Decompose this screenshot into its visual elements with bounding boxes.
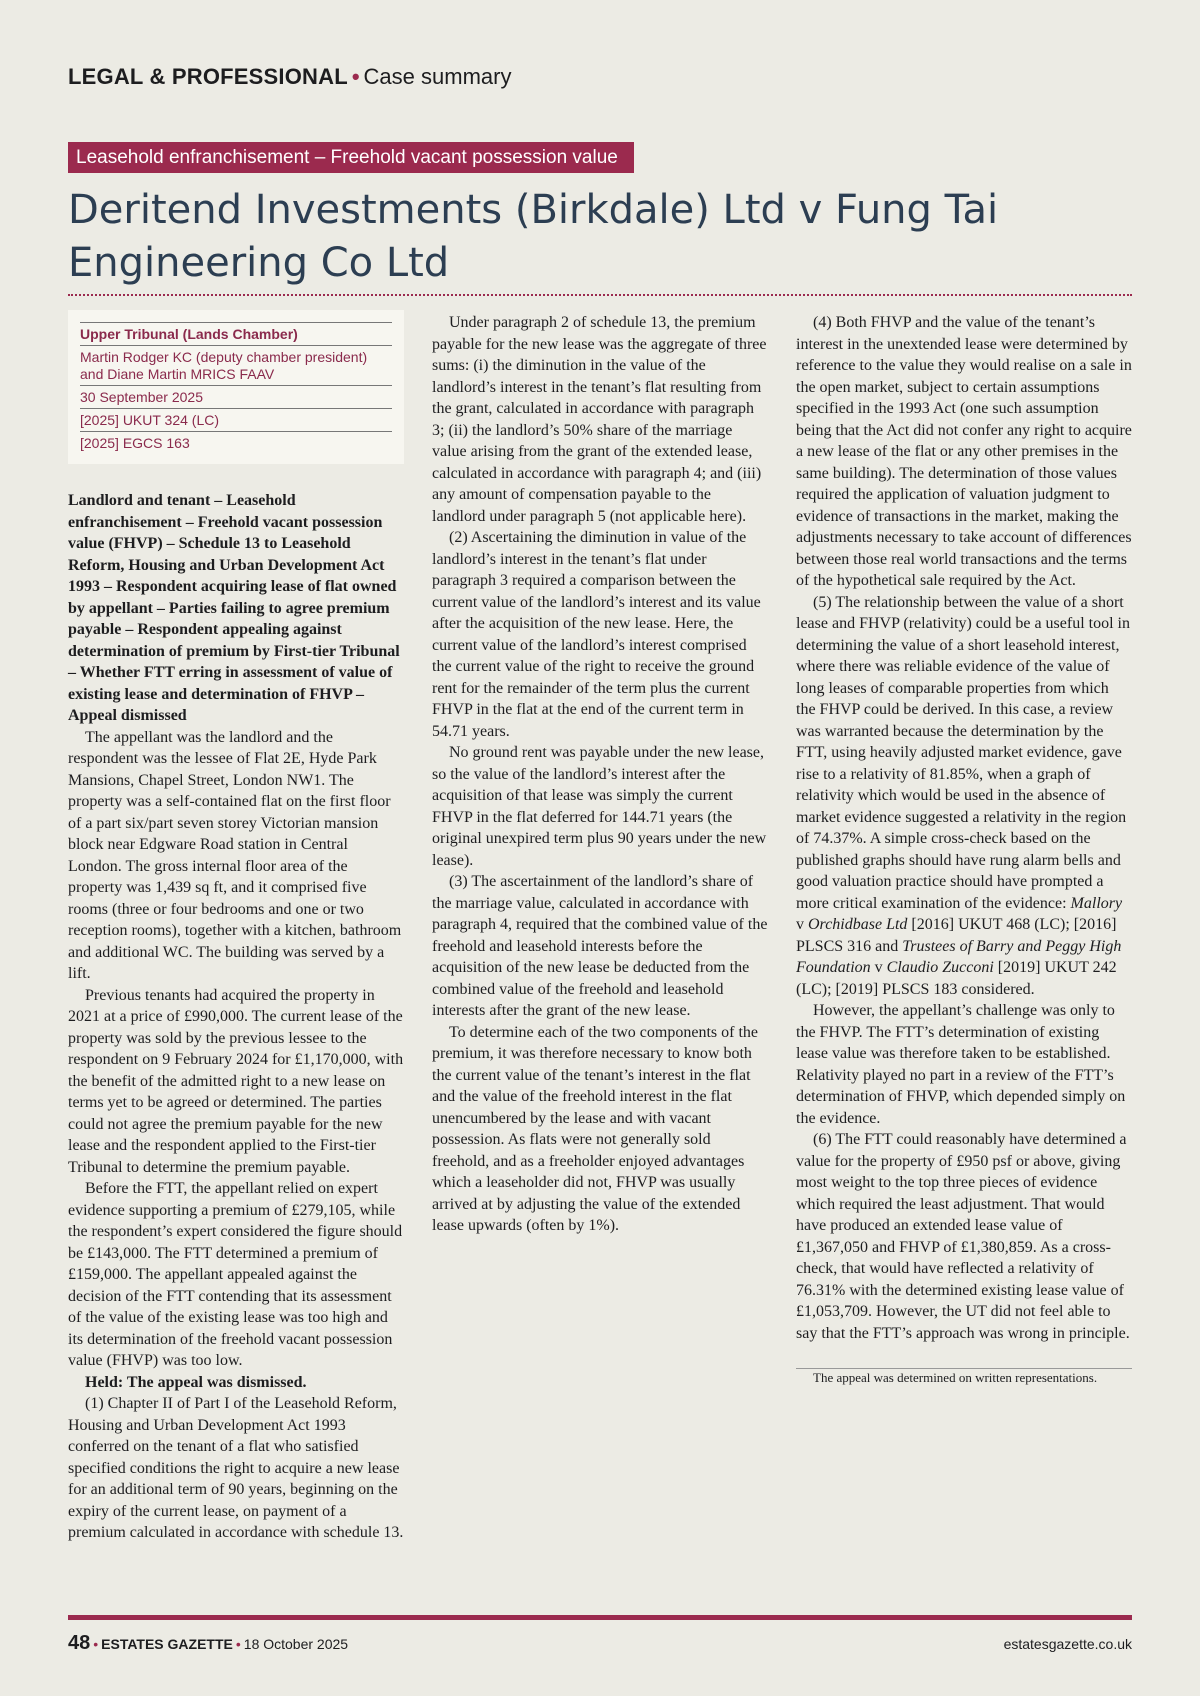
title-divider [68,294,1132,296]
paragraph: Previous tenants had acquired the property in 2021 at a price of £990,000. The current lease of the property was sold by the previous lessee to the respondent on 9 February 2024 for £1,170,000, with the benefit of the admitted right to a new lease on terms yet to be agreed or determined. The parties could not agree the premium payable for the new lease and the respondent applied to the First-tier Tribunal to determine the premium payable. [68,986,404,1176]
paragraph-text: (5) The relationship between the value of a short lease and FHVP (relativity) could be a useful tool in determining the value of a short leasehold interest, where there was reliable evidence of the value of long leases of comparable properties from which the FHVP could be derived. In this case, a review was warranted because the determination by the FTT, using heavily adjusted market evidence, gave rise to a relativity of 81.85%, when a graph of relativity which would be used in the absence of market evidence suggested a relativity in the region of 74.37%. A simple cross-check based on the published graphs should have rung alarm bells and good valuation practice should have prompted a more critical examination of the evidence: [796,593,1130,912]
footnote: The appeal was determined on written representations. [813,1370,1098,1385]
paragraph: Under paragraph 2 of schedule 13, the premium payable for the new lease was the aggregate of three sums: (i) the diminution in the value of the landlord’s interest in the tenant’s flat resulting from the grant, calculated in accordance with paragraph 3; (ii) the landlord’s 50% share of the marriage value arising from the grant of the extended lease, calculated in accordance with paragraph 4; and (iii) any amount of compensation payable to the landlord under paragraph 5 (not applicable here). [432,314,767,525]
section-label: LEGAL & PROFESSIONAL [68,64,348,89]
subsection-label: Case summary [363,64,512,89]
paragraph: (1) Chapter II of Part I of the Leasehold Reform, Housing and Urban Development Act 1993 conferred on the tenant of a flat who satisfied specified conditions the right to acquire a new lease for an additional term of 90 years, beginning on the expiry of the current lease, on payment of a premium calculated in accordance with schedule 13. [68,1395,404,1541]
footer-left [68,1632,348,1655]
paragraph: Before the FTT, the appellant relied on expert evidence supporting a premium of £279,105, while the respondent’s expert considered the figure should be £143,000. The FTT determined a premium of £159,000. The appellant appealed against the decision of the FTT contending that its assessment of the value of the existing lease was too high and its determination of the freehold vacant possession value (FHVP) was too low. [68,1180,403,1369]
case-versus: v [870,959,887,976]
website-link[interactable]: estatesgazette.co.uk [1003,1636,1132,1652]
issue-date: 18 October 2025 [243,1636,349,1652]
case-citation: [2016] UKUT 468 (LC); [2016] PLSCS 316 and [796,916,1117,955]
judges: Martin Rodger KC (deputy chamber president) and Diane Martin MRICS FAAV [80,345,392,385]
topic-tag: Leasehold enfranchisement – Freehold vacant possession value [68,142,634,173]
paragraph: No ground rent was payable under the new lease, so the value of the landlord’s interest after the acquisition of that lease was simply the current FHVP in the flat deferred for 144.71 years (the original unexpired term plus 90 years under the new lease). [432,744,767,869]
footer-separator: • [235,1636,241,1652]
page-number: 48 [68,1632,91,1654]
catchwords: Landlord and tenant – Leasehold enfranchisement – Freehold vacant possession value (FHVP) – Schedule 13 to Leasehold Reform, Housing and Urban Development Act 1993 – Respondent acquiring lease of flat owned by appellant – Parties failing to agree premium payable – Respondent appealing against determination of premium by First-tier Tribunal – Whether FTT erring in assessment of value of existing lease and determination of FHVP – Appeal dismissed [68,492,400,724]
paragraph: (2) Ascertaining the diminution in value of the landlord’s interest in the tenant’s flat under paragraph 3 required a comparison between the current value of the landlord’s interest and its value after the acquisition of the new lease. Here, the current value of the landlord’s interest comprised the current value of the right to receive the ground rent for the remainder of the term plus the current FHVP in the flat at the end of the current term in 54.71 years. [432,529,761,740]
paragraph: (3) The ascertainment of the landlord’s share of the marriage value, calculated in accordance with paragraph 4, required that the combined value of the freehold and leasehold interests before the acquisition of the new lease be deducted from the combined value of the freehold and leasehold interests after the grant of the new lease. [432,873,768,1019]
header-separator: • [351,64,360,89]
citation: [2025] UKUT 324 (LC) [80,408,392,431]
case-info-box [68,310,404,464]
column-1 [68,310,404,1544]
paragraph: However, the appellant’s challenge was only to the FHVP. The FTT’s determination of existing lease value was therefore taken to be established. Relativity played no part in a review of the FTT’s determination of FHVP, which depended simply on the evidence. [796,1002,1126,1127]
paragraph: To determine each of the two components of the premium, it was therefore necessary to know both the current value of the tenant’s interest in the flat and the value of the freehold interest in the flat unencumbered by the lease and with vacant possession. As flats were not generally sold freehold, and as a freeholder enjoyed advantages which a leaseholder did not, FHVP was usually arrived at by adjusting the value of the extended lease upwards (often by 1%). [432,1023,758,1234]
paragraph: (6) The FTT could reasonably have determined a value for the property of £950 psf or above, giving most weight to the top three pieces of evidence which required the least adjustment. That would have produced an extended lease value of £1,367,050 and FHVP of £1,380,859. As a cross-check, that would have reflected a relativity of 76.31% with the determined existing lease value of £1,053,709. However, the UT did not feel able to say that the FTT’s approach was wrong in principle. [796,1131,1130,1342]
paragraph [796,592,1132,1001]
case-name: Claudio Zucconi [886,959,994,976]
paragraph: The appellant was the landlord and the respondent was the lessee of Flat 2E, Hyde Park Mansions, Chapel Street, London NW1. The property was a self-contained flat on the first floor of a part six/part seven storey Victorian mansion block near Edgware Road station in Central London. The gross internal floor area of the property was 1,439 sq ft, and it comprised five rooms (three or four bedrooms and one or two reception rooms), together with a kitchen, bathroom and additional WC. The building was served by a lift. [68,728,402,982]
case-citation: [2019] UKUT 242 (LC); [2019] PLSCS 183 considered. [796,959,1117,998]
egcs-citation: [2025] EGCS 163 [80,431,392,454]
court-name: Upper Tribunal (Lands Chamber) [80,322,392,345]
case-name: Mallory [1070,894,1123,912]
case-name: Orchidbase Ltd [808,916,908,933]
column-2 [432,312,768,1237]
section-header [68,64,511,90]
judgment-date: 30 September 2025 [80,385,392,408]
column-3 [796,312,1132,1387]
footer-separator: • [93,1636,99,1652]
article-title: Deritend Investments (Birkdale) Ltd v Fung Tai Engineering Co Ltd [68,187,999,286]
publication-name: ESTATES GAZETTE [101,1636,233,1652]
footer-rule [68,1615,1132,1620]
case-name: Trustees of Barry and Peggy High Foundation [796,937,1122,976]
held-statement: Held: The appeal was dismissed. [85,1373,307,1391]
case-versus: v [796,916,808,933]
paragraph: (4) Both FHVP and the value of the tenant’s interest in the unextended lease were determined by reference to the value they would realise on a sale in the open market, subject to certain assumptions specified in the 1993 Act (one such assumption being that the Act did not confer any right to acquire a new lease of the flat or any other premises in the same building). The determination of those values required the application of valuation judgment to evidence of transactions in the market, making the adjustments necessary to take account of differences between those real world transactions and the terms of the hypothetical sale required by the Act. [796,314,1132,589]
